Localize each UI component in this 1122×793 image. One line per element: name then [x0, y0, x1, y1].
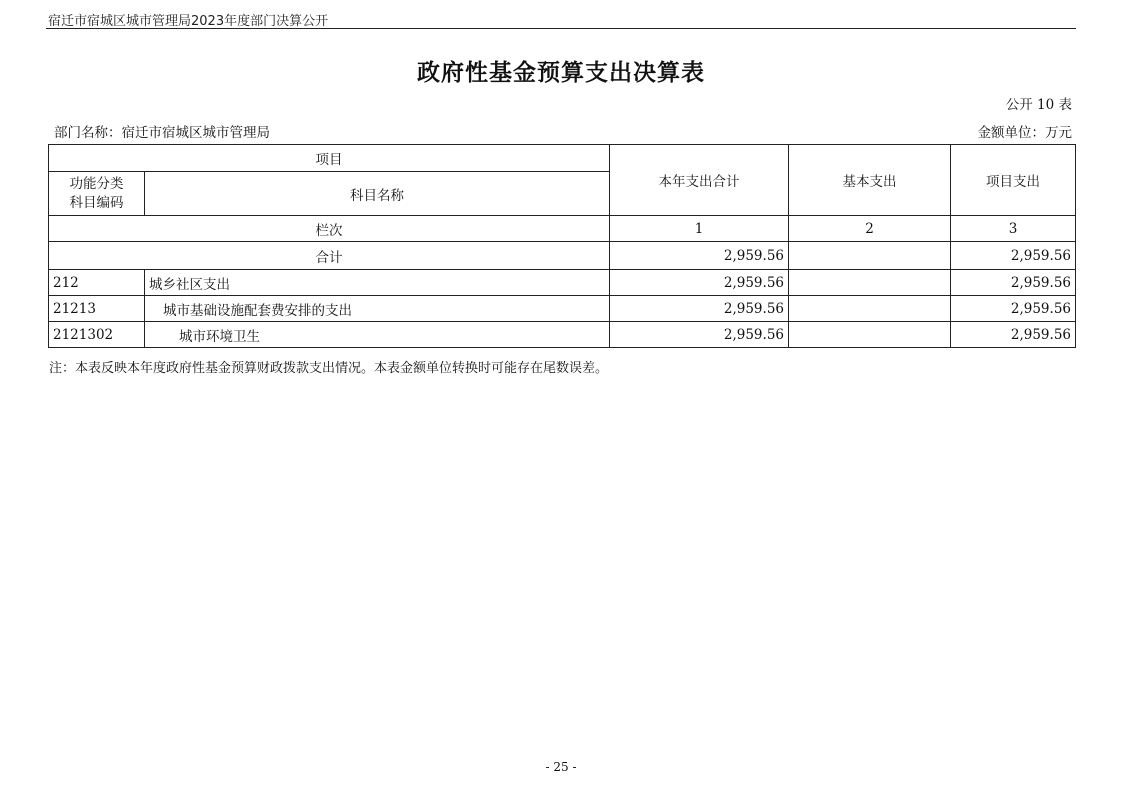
row-project: 2,959.56 [951, 322, 1076, 348]
column-index-1: 1 [610, 216, 789, 242]
total-basic [789, 242, 951, 270]
row-basic [789, 296, 951, 322]
table-number: 公开 10 表 [1005, 97, 1072, 113]
row-basic [789, 322, 951, 348]
row-code: 21213 [49, 296, 145, 322]
header-item: 项目 [49, 145, 610, 172]
header-row-item [49, 145, 1076, 172]
total-sum: 2,959.56 [610, 242, 789, 270]
column-index-3: 3 [951, 216, 1076, 242]
unit-label: 金额单位：万元 [977, 125, 1072, 141]
total-row [49, 242, 1076, 270]
total-label: 合计 [49, 242, 610, 270]
table-row [49, 270, 1076, 296]
department-label: 部门名称：宿迁市宿城区城市管理局 [54, 125, 270, 141]
column-index-label: 栏次 [49, 216, 610, 242]
row-name: 城市基础设施配套费安排的支出 [145, 296, 610, 322]
header-project: 项目支出 [951, 145, 1076, 216]
row-basic [789, 270, 951, 296]
header-rule [46, 28, 1076, 29]
row-project: 2,959.56 [951, 296, 1076, 322]
header-total: 本年支出合计 [610, 145, 789, 216]
table-row [49, 322, 1076, 348]
column-index-2: 2 [789, 216, 951, 242]
row-sum: 2,959.56 [610, 322, 789, 348]
footnote: 注：本表反映本年度政府性基金预算财政拨款支出情况。本表金额单位转换时可能存在尾数误差。 [49, 361, 609, 376]
fund-expenditure-table [48, 144, 1076, 348]
page-number: - 25 - [545, 760, 577, 774]
row-code: 2121302 [49, 322, 145, 348]
row-code: 212 [49, 270, 145, 296]
table-row [49, 296, 1076, 322]
total-project: 2,959.56 [951, 242, 1076, 270]
row-sum: 2,959.56 [610, 270, 789, 296]
running-header: 宿迁市宿城区城市管理局2023年度部门决算公开 [48, 14, 329, 29]
row-project: 2,959.56 [951, 270, 1076, 296]
header-code: 功能分类 科目编码 [49, 172, 145, 216]
row-sum: 2,959.56 [610, 296, 789, 322]
column-index-row [49, 216, 1076, 242]
row-name: 城乡社区支出 [145, 270, 610, 296]
page-title: 政府性基金预算支出决算表 [417, 60, 705, 86]
header-basic: 基本支出 [789, 145, 951, 216]
header-name: 科目名称 [145, 172, 610, 216]
row-name: 城市环境卫生 [145, 322, 610, 348]
